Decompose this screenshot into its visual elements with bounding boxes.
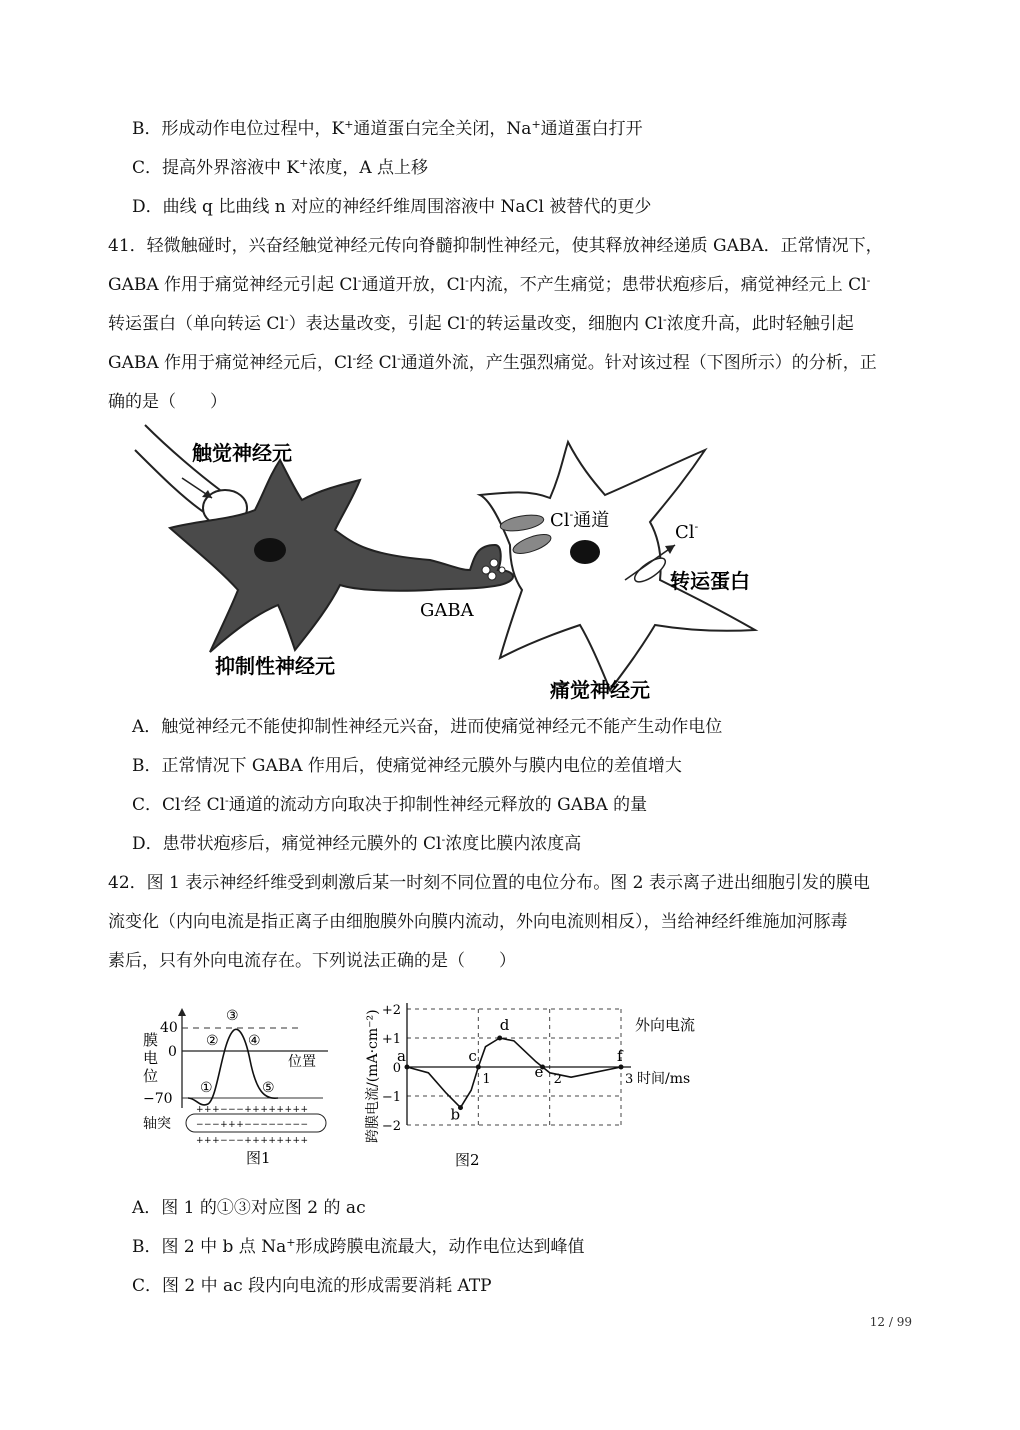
fig1-ylabel-3: 位 [143,1067,159,1085]
figure1-potential-distribution [138,1000,338,1175]
q41-stem-line2: GABA 作用于痛觉神经元引起 Cl-通道开放，Cl-内流，不产生痛觉；患带状疱疹后，痛觉神经元上 Cl- [108,274,871,295]
gaba-vesicle [482,566,490,574]
fig2-ytick-label: 0 [392,1061,401,1076]
fig2-caption: 图2 [455,1151,480,1169]
fig2-point-d [497,1036,502,1041]
q41-option-c: C．Cl-经 Cl-通道的流动方向取决于抑制性神经元释放的 GABA 的量 [132,794,648,815]
fig2-point-a [405,1065,410,1070]
fig1-inner-charges: −−−+++−−−−−−−− [196,1120,309,1130]
q41-stem-line3: 转运蛋白（单向转运 Cl-）表达量改变，引起 Cl-的转运量改变，细胞内 Cl-浓度升高，此时轻触引起 [108,313,854,334]
q42-stem-line3: 素后，只有外向电流存在。下列说法正确的是（ ） [108,951,516,971]
q41-option-b: B．正常情况下 GABA 作用后，使痛觉神经元膜外与膜内电位的差值增大 [132,756,682,776]
neuron-diagram [130,420,780,710]
fig2-point-label-f: f [617,1047,623,1065]
label-gaba: GABA [420,600,474,621]
fig1-marker-2: ② [206,1033,219,1049]
label-cl: Cl- [675,520,699,543]
q41-stem-line5: 确的是（ ） [108,392,227,412]
fig1-marker-1: ① [200,1080,213,1096]
fig2-ytick-label: −2 [381,1119,401,1134]
fig2-xtick-label: 1 [482,1072,491,1087]
gaba-vesicle [499,567,505,573]
fig1-marker-5: ⑤ [262,1080,275,1096]
fig2-xtick-label: 3 [625,1072,634,1087]
q41-option-d: D．患带状疱疹后，痛觉神经元膜外的 Cl-浓度比膜内浓度高 [132,833,582,854]
fig2-current-curve [407,1038,621,1108]
figure2-membrane-current [355,995,705,1175]
fig2-ytick-label: +1 [381,1032,401,1047]
pain-neuron-nucleus [570,540,600,564]
fig2-point-label-a: a [397,1047,406,1065]
q42-option-b: B．图 2 中 b 点 Na+形成跨膜电流最大，动作电位达到峰值 [132,1236,585,1257]
fig2-point-label-d: d [499,1016,510,1034]
fig2-ytick-label: −1 [381,1090,401,1105]
fig2-outward-label: 外向电流 [634,1016,695,1034]
inhibitory-neuron-body [170,460,513,652]
label-transporter: 转运蛋白 [670,569,750,593]
fig2-xlabel: 时间/ms [637,1071,691,1087]
fig1-position-label: 位置 [288,1054,316,1070]
fig1-outer-charges: +++−−−++++++++ [196,1105,309,1115]
q40-option-b: B．形成动作电位过程中，K+通道蛋白完全关闭，Na+通道蛋白打开 [132,118,643,139]
fig1-ylabel-2: 电 [143,1049,159,1067]
gaba-vesicle [488,572,496,580]
q41-stem-line1: 41．轻微触碰时，兴奋经触觉神经元传向脊髓抑制性神经元，使其释放神经递质 GABA．正常情况下， [108,236,883,256]
fig1-y-arrow-icon [178,1008,186,1016]
gaba-vesicle [490,559,498,567]
q41-option-a: A．触觉神经元不能使抑制性神经元兴奋，进而使痛觉神经元不能产生动作电位 [132,717,723,737]
label-cl-channel: Cl-通道 [550,508,610,531]
cl-arrowhead-icon [665,545,675,554]
fig2-ylabel: 跨膜电流/(mA·cm⁻²) [365,1009,381,1143]
q42-stem-line2: 流变化（内向电流是指正离子由细胞膜外向膜内流动，外向电流则相反），当给神经纤维施加河豚毒 [108,912,848,932]
label-pain-neuron: 痛觉神经元 [550,678,650,702]
fig1-tick-m70: −70 [143,1091,173,1107]
fig2-point-c [476,1065,481,1070]
label-inhibitory-neuron: 抑制性神经元 [215,654,335,678]
fig1-marker-4: ④ [248,1033,261,1049]
fig1-bottom-charges: +++−−−++++++++ [196,1136,309,1146]
page-number: 12 / 99 [869,1315,912,1329]
fig2-point-label-c: c [468,1047,477,1065]
q42-option-a: A．图 1 的①③对应图 2 的 ac [132,1198,366,1218]
fig2-ytick-label: +2 [381,1003,401,1018]
fig1-marker-3: ③ [226,1008,239,1024]
fig2-point-label-b: b [450,1105,461,1124]
q40-option-c: C．提高外界溶液中 K+浓度，A 点上移 [132,157,429,178]
q40-option-d: D．曲线 q 比曲线 n 对应的神经纤维周围溶液中 NaCl 被替代的更少 [132,197,652,217]
q42-option-c: C．图 2 中 ac 段内向电流的形成需要消耗 ATP [132,1276,492,1296]
fig2-xtick-label: 2 [553,1072,562,1087]
fig1-axon-label: 轴突 [143,1116,171,1132]
pain-neuron-body [480,442,755,690]
fig1-caption: 图1 [246,1149,271,1167]
label-touch-neuron: 触觉神经元 [192,441,292,465]
fig1-ylabel-1: 膜 [143,1031,159,1049]
q41-stem-line4: GABA 作用于痛觉神经元后，Cl-经 Cl-通道外流，产生强烈痛觉。针对该过程（下图所示）的分析，正 [108,352,877,373]
fig2-point-f [619,1065,624,1070]
inhibitory-neuron-nucleus [254,538,286,562]
fig1-tick-0: 0 [168,1044,177,1060]
fig2-point-label-e: e [534,1063,544,1081]
q42-stem-line1: 42．图 1 表示神经纤维受到刺激后某一时刻不同位置的电位分布。图 2 表示离子进出细胞引发的膜电 [108,873,870,893]
fig1-tick-40: 40 [160,1020,178,1036]
